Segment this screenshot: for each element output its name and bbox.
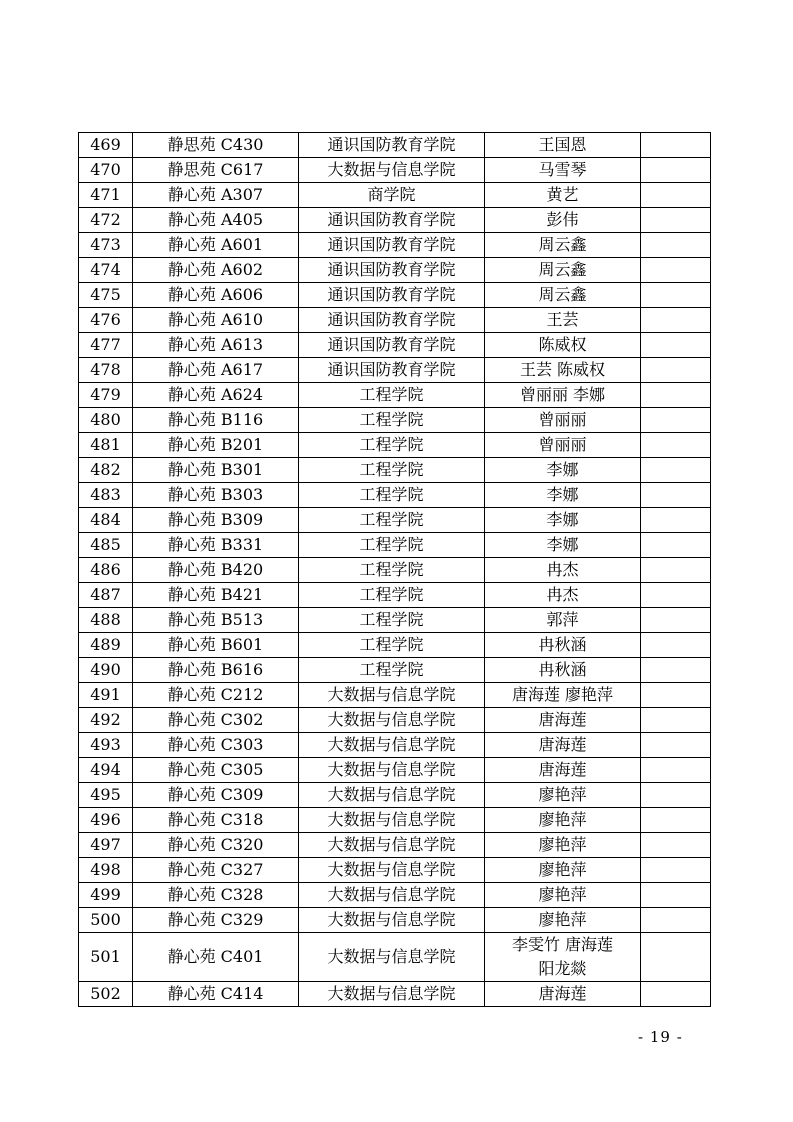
college-cell: 大数据与信息学院 [299,708,485,733]
room-cell: 静心苑 C329 [133,908,299,933]
college-cell: 通识国防教育学院 [299,133,485,158]
room-cell: 静思苑 C617 [133,158,299,183]
room-cell: 静心苑 B309 [133,508,299,533]
room-cell: 静心苑 B420 [133,558,299,583]
remark-cell [641,808,711,833]
row-number-cell: 472 [79,208,133,233]
remark-cell [641,858,711,883]
contact-cell: 曾丽丽 [485,433,641,458]
table-row [79,183,711,208]
table-row [79,358,711,383]
table-row [79,758,711,783]
table-row [79,583,711,608]
table-row [79,808,711,833]
room-cell: 静心苑 A606 [133,283,299,308]
row-number-cell: 483 [79,483,133,508]
remark-cell [641,908,711,933]
remark-cell [641,558,711,583]
row-number-cell: 469 [79,133,133,158]
table-row [79,458,711,483]
contact-cell: 彭伟 [485,208,641,233]
contact-cell: 王国恩 [485,133,641,158]
remark-cell [641,233,711,258]
room-cell: 静心苑 A624 [133,383,299,408]
contact-cell: 郭萍 [485,608,641,633]
room-cell: 静心苑 B513 [133,608,299,633]
row-number-cell: 484 [79,508,133,533]
table-row [79,708,711,733]
remark-cell [641,133,711,158]
remark-cell [641,633,711,658]
college-cell: 工程学院 [299,583,485,608]
remark-cell [641,708,711,733]
contact-cell: 冉杰 [485,583,641,608]
college-cell: 大数据与信息学院 [299,733,485,758]
table-row [79,433,711,458]
room-cell: 静心苑 C212 [133,683,299,708]
contact-cell: 廖艳萍 [485,908,641,933]
remark-cell [641,658,711,683]
room-cell: 静心苑 C327 [133,858,299,883]
row-number-cell: 495 [79,783,133,808]
college-cell: 大数据与信息学院 [299,833,485,858]
contact-cell: 唐海莲 廖艳萍 [485,683,641,708]
remark-cell [641,733,711,758]
college-cell: 工程学院 [299,633,485,658]
remark-cell [641,533,711,558]
row-number-cell: 493 [79,733,133,758]
room-cell: 静心苑 C320 [133,833,299,858]
college-cell: 大数据与信息学院 [299,683,485,708]
contact-cell: 曾丽丽 [485,408,641,433]
table-row [79,783,711,808]
college-cell: 大数据与信息学院 [299,883,485,908]
contact-cell: 李娜 [485,483,641,508]
contact-cell: 周云鑫 [485,233,641,258]
table-row [79,982,711,1007]
remark-cell [641,308,711,333]
remark-cell [641,883,711,908]
room-cell: 静心苑 B601 [133,633,299,658]
table-row [79,608,711,633]
row-number-cell: 492 [79,708,133,733]
college-cell: 大数据与信息学院 [299,808,485,833]
contact-cell: 李娜 [485,508,641,533]
remark-cell [641,333,711,358]
college-cell: 通识国防教育学院 [299,283,485,308]
remark-cell [641,383,711,408]
room-cell: 静心苑 C414 [133,982,299,1007]
room-cell: 静心苑 C305 [133,758,299,783]
table-row [79,333,711,358]
room-cell: 静心苑 B116 [133,408,299,433]
contact-cell: 黄艺 [485,183,641,208]
row-number-cell: 487 [79,583,133,608]
row-number-cell: 471 [79,183,133,208]
contact-cell: 廖艳萍 [485,858,641,883]
room-cell: 静心苑 B201 [133,433,299,458]
table-row [79,883,711,908]
row-number-cell: 478 [79,358,133,383]
contact-cell: 廖艳萍 [485,808,641,833]
page-number: - 19 - [638,1028,683,1046]
college-cell: 大数据与信息学院 [299,908,485,933]
room-cell: 静心苑 C309 [133,783,299,808]
room-cell: 静心苑 C328 [133,883,299,908]
remark-cell [641,283,711,308]
room-cell: 静心苑 C303 [133,733,299,758]
college-cell: 通识国防教育学院 [299,208,485,233]
remark-cell [641,458,711,483]
remark-cell [641,433,711,458]
row-number-cell: 496 [79,808,133,833]
remark-cell [641,758,711,783]
row-number-cell: 497 [79,833,133,858]
contact-cell: 陈威权 [485,333,641,358]
row-number-cell: 501 [79,933,133,982]
room-cell: 静心苑 A601 [133,233,299,258]
contact-cell: 唐海莲 [485,982,641,1007]
table-row [79,158,711,183]
row-number-cell: 490 [79,658,133,683]
college-cell: 大数据与信息学院 [299,858,485,883]
row-number-cell: 473 [79,233,133,258]
row-number-cell: 494 [79,758,133,783]
row-number-cell: 470 [79,158,133,183]
table-row [79,508,711,533]
row-number-cell: 491 [79,683,133,708]
room-cell: 静心苑 C318 [133,808,299,833]
college-cell: 大数据与信息学院 [299,982,485,1007]
row-number-cell: 477 [79,333,133,358]
row-number-cell: 502 [79,982,133,1007]
table-row [79,258,711,283]
table-row [79,733,711,758]
remark-cell [641,183,711,208]
row-number-cell: 476 [79,308,133,333]
row-number-cell: 489 [79,633,133,658]
table-row [79,308,711,333]
college-cell: 工程学院 [299,608,485,633]
remark-cell [641,783,711,808]
room-cell: 静心苑 A613 [133,333,299,358]
table-row [79,133,711,158]
college-cell: 大数据与信息学院 [299,783,485,808]
contact-cell: 曾丽丽 李娜 [485,383,641,408]
table-row [79,933,711,982]
row-number-cell: 482 [79,458,133,483]
contact-cell: 李娜 [485,533,641,558]
row-number-cell: 485 [79,533,133,558]
room-cell: 静心苑 B616 [133,658,299,683]
college-cell: 通识国防教育学院 [299,258,485,283]
remark-cell [641,358,711,383]
remark-cell [641,208,711,233]
college-cell: 工程学院 [299,408,485,433]
college-cell: 通识国防教育学院 [299,233,485,258]
contact-cell: 马雪琴 [485,158,641,183]
contact-cell: 唐海莲 [485,733,641,758]
room-cell: 静心苑 C302 [133,708,299,733]
table-row [79,658,711,683]
college-cell: 大数据与信息学院 [299,758,485,783]
table-row [79,833,711,858]
college-cell: 商学院 [299,183,485,208]
row-number-cell: 474 [79,258,133,283]
contact-cell: 冉秋涵 [485,658,641,683]
college-cell: 工程学院 [299,533,485,558]
remark-cell [641,408,711,433]
room-cell: 静思苑 C430 [133,133,299,158]
contact-cell: 王芸 [485,308,641,333]
contact-cell: 廖艳萍 [485,783,641,808]
college-cell: 工程学院 [299,508,485,533]
remark-cell [641,258,711,283]
row-number-cell: 499 [79,883,133,908]
row-number-cell: 486 [79,558,133,583]
row-number-cell: 479 [79,383,133,408]
remark-cell [641,683,711,708]
contact-cell: 冉杰 [485,558,641,583]
row-number-cell: 488 [79,608,133,633]
remark-cell [641,933,711,982]
row-number-cell: 480 [79,408,133,433]
remark-cell [641,583,711,608]
contact-cell: 李娜 [485,458,641,483]
contact-cell: 周云鑫 [485,283,641,308]
table-row [79,408,711,433]
room-cell: 静心苑 B421 [133,583,299,608]
room-cell: 静心苑 A602 [133,258,299,283]
college-cell: 工程学院 [299,658,485,683]
table-row [79,533,711,558]
room-cell: 静心苑 A307 [133,183,299,208]
college-cell: 工程学院 [299,433,485,458]
remark-cell [641,608,711,633]
contact-cell: 廖艳萍 [485,833,641,858]
row-number-cell: 481 [79,433,133,458]
contact-cell: 唐海莲 [485,708,641,733]
contact-cell: 廖艳萍 [485,883,641,908]
remark-cell [641,833,711,858]
dormitory-assignment-table [78,132,711,1007]
college-cell: 大数据与信息学院 [299,933,485,982]
college-cell: 工程学院 [299,383,485,408]
contact-cell: 唐海莲 [485,758,641,783]
row-number-cell: 498 [79,858,133,883]
table-body [79,133,711,1007]
college-cell: 大数据与信息学院 [299,158,485,183]
row-number-cell: 475 [79,283,133,308]
contact-cell: 王芸 陈威权 [485,358,641,383]
college-cell: 工程学院 [299,483,485,508]
table-row [79,233,711,258]
table-row [79,483,711,508]
college-cell: 工程学院 [299,458,485,483]
college-cell: 通识国防教育学院 [299,333,485,358]
college-cell: 通识国防教育学院 [299,308,485,333]
row-number-cell: 500 [79,908,133,933]
room-cell: 静心苑 B301 [133,458,299,483]
room-cell: 静心苑 B331 [133,533,299,558]
college-cell: 通识国防教育学院 [299,358,485,383]
table-row [79,283,711,308]
contact-cell: 冉秋涵 [485,633,641,658]
remark-cell [641,158,711,183]
contact-cell: 周云鑫 [485,258,641,283]
table-row [79,683,711,708]
college-cell: 工程学院 [299,558,485,583]
remark-cell [641,982,711,1007]
table-row [79,208,711,233]
table-row [79,558,711,583]
table-row [79,908,711,933]
remark-cell [641,508,711,533]
room-cell: 静心苑 A610 [133,308,299,333]
room-cell: 静心苑 B303 [133,483,299,508]
remark-cell [641,483,711,508]
table-row [79,633,711,658]
contact-cell: 李雯竹 唐海莲 阳龙燚 [485,933,641,982]
room-cell: 静心苑 A405 [133,208,299,233]
room-cell: 静心苑 C401 [133,933,299,982]
table-row [79,383,711,408]
room-cell: 静心苑 A617 [133,358,299,383]
table-row [79,858,711,883]
